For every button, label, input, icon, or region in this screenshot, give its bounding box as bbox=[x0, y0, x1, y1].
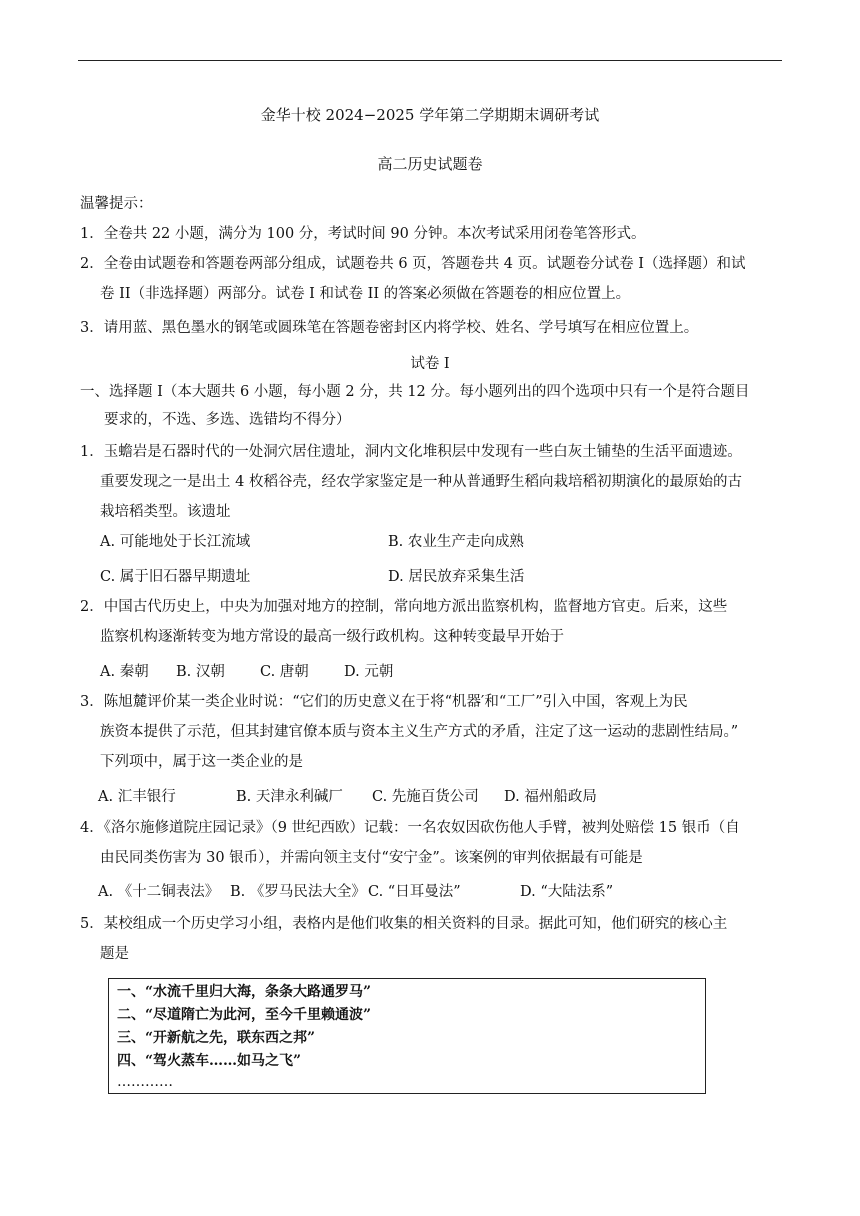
question-5-line-1: 5．某校组成一个历史学习小组，表格内是他们收集的相关资料的目录。据此可知，他们研究的核心主 bbox=[80, 916, 728, 932]
question-1-option-c: C. 属于旧石器早期遗址 bbox=[100, 569, 251, 585]
question-3-option-b: B. 天津永利碱厂 bbox=[236, 789, 343, 805]
notice-item-3: 3．请用蓝、黑色墨水的钢笔或圆珠笔在答题卷密封区内将学校、姓名、学号填写在相应位置上。 bbox=[80, 320, 699, 336]
notice-item-2: 2．全卷由试题卷和答题卷两部分组成，试题卷共 6 页，答题卷共 4 页。试题卷分试卷 I（选择题）和试 bbox=[80, 256, 746, 272]
part-heading: 一、选择题 I（本大题共 6 小题，每小题 2 分，共 12 分。每小题列出的四个选项中只有一个是符合题目 bbox=[80, 384, 750, 400]
question-5-line-2: 题是 bbox=[100, 946, 129, 962]
table-row: 一、“水流千里归大海，条条大路通罗马” bbox=[117, 984, 372, 1000]
question-4-option-d: D. “大陆法系” bbox=[520, 884, 614, 900]
question-3-line-3: 下列项中，属于这一类企业的是 bbox=[100, 754, 303, 770]
question-3-option-a: A. 汇丰银行 bbox=[98, 789, 176, 805]
top-rule bbox=[78, 60, 782, 61]
question-2-line-1: 2．中国古代历史上，中央为加强对地方的控制，常向地方派出监察机构，监督地方官吏。后来，这些 bbox=[80, 599, 728, 615]
table-row: 四、“驾火蒸车……如马之飞” bbox=[117, 1053, 302, 1069]
question-4-line-2: 由民同类伤害为 30 银币），并需向领主支付“安宁金”。该案例的审判依据最有可能是 bbox=[100, 850, 643, 866]
notice-heading: 温馨提示： bbox=[80, 196, 153, 212]
question-2-option-a: A. 秦朝 bbox=[100, 664, 149, 680]
question-2-option-d: D. 元朝 bbox=[344, 664, 394, 680]
question-1-line-3: 栽培稻类型。该遗址 bbox=[100, 504, 231, 520]
exam-subtitle: 高二历史试题卷 bbox=[377, 155, 483, 173]
notice-item-1: 1．全卷共 22 小题，满分为 100 分，考试时间 90 分钟。本次考试采用闭卷笔答形式。 bbox=[80, 226, 646, 242]
material-table bbox=[108, 978, 706, 1094]
question-1-line-1: 1．玉蟾岩是石器时代的一处洞穴居住遗址，洞内文化堆积层中发现有一些白灰土铺垫的生活平面遗迹。 bbox=[80, 444, 742, 460]
table-row: ………… bbox=[117, 1074, 173, 1090]
question-4-line-1: 4．《洛尔施修道院庄园记录》（9 世纪西欧）记载：一名农奴因砍伤他人手臂，被判处赔偿 15 银币（自 bbox=[80, 820, 740, 836]
question-3-option-d: D. 福州船政局 bbox=[504, 789, 597, 805]
question-4-option-b: B. 《罗马民法大全》 bbox=[230, 884, 366, 900]
question-2-option-c: C. 唐朝 bbox=[260, 664, 309, 680]
table-row: 三、“开新航之先，联东西之邦” bbox=[117, 1030, 316, 1046]
question-3-line-1: 3．陈旭麓评价某一类企业时说：“它们的历史意义在于将“机器′和“工厂”引入中国，客观上为民 bbox=[80, 694, 688, 710]
question-2-option-b: B. 汉朝 bbox=[176, 664, 225, 680]
exam-title: 金华十校 2024−2025 学年第二学期期末调研考试 bbox=[260, 106, 600, 124]
table-row: 二、“尽道隋亡为此河，至今千里赖通波” bbox=[117, 1007, 372, 1023]
question-3-line-2: 族资本提供了示范，但其封建官僚本质与资本主义生产方式的矛盾，注定了这一运动的悲剧性结局。” bbox=[100, 724, 739, 740]
question-4-option-a: A. 《十二铜表法》 bbox=[98, 884, 220, 900]
question-1-option-a: A. 可能地处于长江流域 bbox=[100, 534, 251, 550]
notice-item-2-cont: 卷 II（非选择题）两部分。试卷 I 和试卷 II 的答案必须做在答题卷的相应位置上。 bbox=[100, 286, 631, 302]
question-4-option-c: C. “日耳曼法” bbox=[368, 884, 461, 900]
question-1-option-b: B. 农业生产走向成熟 bbox=[388, 534, 524, 550]
part-heading-cont: 要求的，不选、多选、选错均不得分） bbox=[104, 412, 351, 428]
section-title: 试卷 I bbox=[410, 356, 450, 372]
question-1-line-2: 重要发现之一是出土 4 枚稻谷壳，经农学家鉴定是一种从普通野生稻向栽培稻初期演化的最原始的古 bbox=[100, 474, 742, 490]
question-3-option-c: C. 先施百货公司 bbox=[372, 789, 479, 805]
question-1-option-d: D. 居民放弃采集生活 bbox=[388, 569, 525, 585]
question-2-line-2: 监察机构逐渐转变为地方常设的最高一级行政机构。这种转变最早开始于 bbox=[100, 629, 564, 645]
